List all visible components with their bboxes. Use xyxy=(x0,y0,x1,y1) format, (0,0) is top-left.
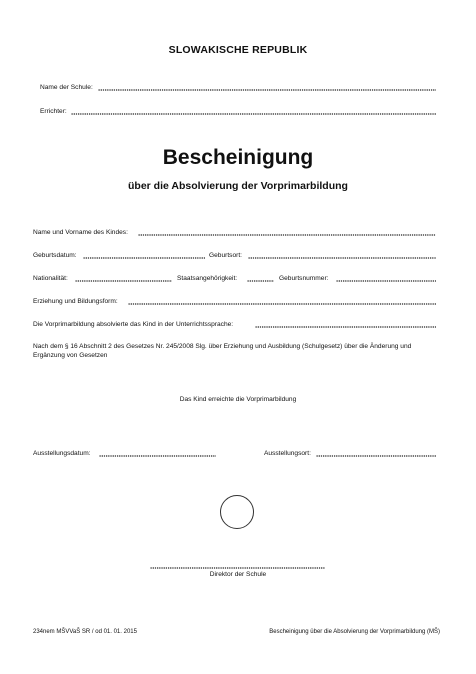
language-label: Die Vorprimarbildung absolvierte das Kind in der Unterrichtssprache: xyxy=(33,321,234,328)
school-name-line[interactable] xyxy=(98,85,436,91)
issue-place-label: Ausstellungsort: xyxy=(264,450,311,457)
school-name-label: Name der Schule: xyxy=(40,84,93,91)
issue-place-line[interactable] xyxy=(316,451,436,457)
founder-label: Errichter: xyxy=(40,108,67,115)
birth-date-label: Geburtsdatum: xyxy=(33,252,77,259)
signature-label: Direktor der Schule xyxy=(209,571,267,578)
birth-place-line[interactable] xyxy=(248,253,436,259)
country-heading: SLOWAKISCHE REPUBLIK xyxy=(168,44,308,56)
signature-line[interactable] xyxy=(150,563,325,569)
citizenship-label: Staatsangehörigkeit: xyxy=(177,275,238,282)
birth-place-label: Geburtsort: xyxy=(209,252,242,259)
birth-date-line[interactable] xyxy=(83,253,205,259)
citizenship-line[interactable] xyxy=(247,276,274,282)
education-form-label: Erziehung und Bildungsform: xyxy=(33,298,118,305)
nationality-line[interactable] xyxy=(75,276,172,282)
nationality-label: Nationalität: xyxy=(33,275,68,282)
language-line[interactable] xyxy=(255,322,436,328)
footer-right: Bescheinigung über die Absolvierung der Vorprimarbildung (MŠ) xyxy=(269,629,440,635)
education-form-line[interactable] xyxy=(128,299,436,305)
stamp-circle xyxy=(220,495,254,529)
child-name-label: Name und Vorname des Kindes: xyxy=(33,229,128,236)
legal-text: Nach dem § 16 Abschnitt 2 des Gesetzes Nr. 245/2008 Slg. über Erziehung und Ausbildung (Schulgesetz) über die Änderung und Ergänzung von Gesetzen xyxy=(33,343,412,359)
birth-number-label: Geburtsnummer: xyxy=(279,275,329,282)
issue-date-label: Ausstellungsdatum: xyxy=(33,450,91,457)
document-subtitle: über die Absolvierung der Vorprimarbildung xyxy=(128,180,348,192)
document-title: Bescheinigung xyxy=(162,146,314,169)
birth-number-line[interactable] xyxy=(336,276,436,282)
issue-date-line[interactable] xyxy=(99,451,216,457)
founder-line[interactable] xyxy=(71,109,436,115)
footer-left: 234nem MŠVVaŠ SR / od 01. 01. 2015 xyxy=(33,629,137,635)
child-name-line[interactable] xyxy=(138,230,436,236)
result-text: Das Kind erreichte die Vorprimarbildung xyxy=(179,396,297,403)
